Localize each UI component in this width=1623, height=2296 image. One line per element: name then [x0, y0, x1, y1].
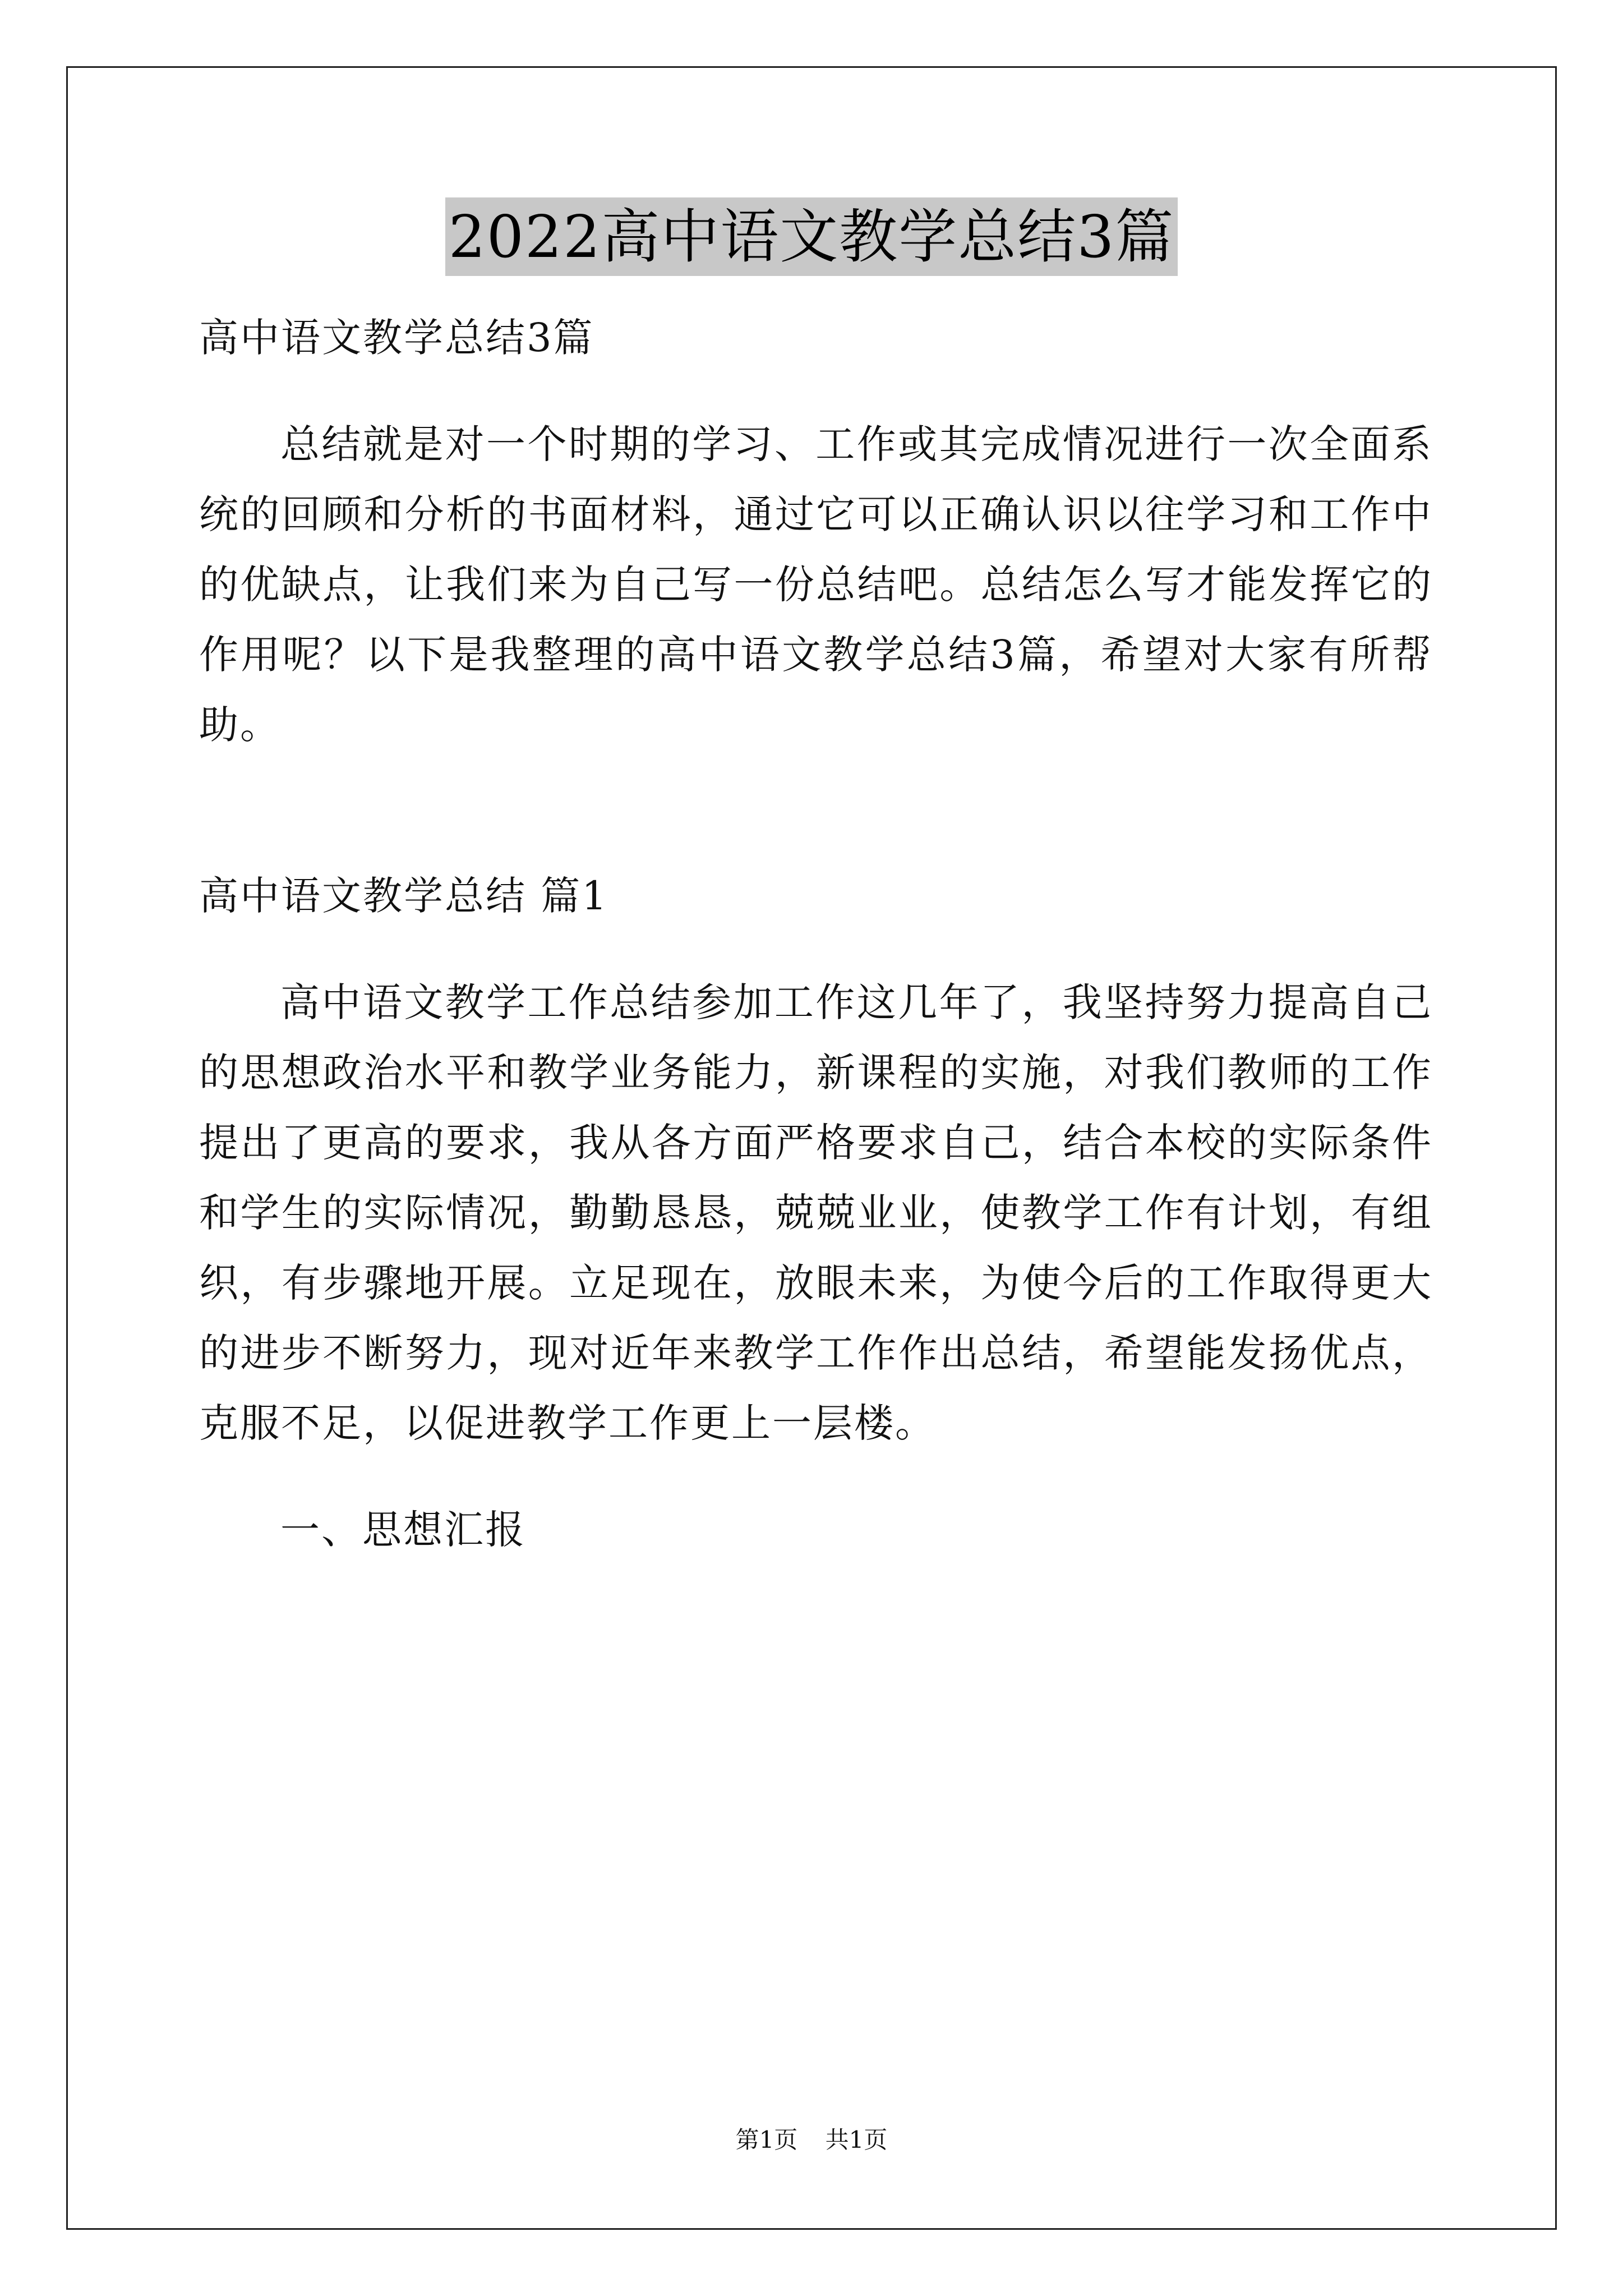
section-line: 提出了更高的要求，我从各方面严格要求自己，结合本校的实际条件: [199, 1120, 1433, 1166]
page-number: 第1页: [735, 2126, 798, 2154]
page-footer: [0, 2123, 1623, 2157]
intro-line: 总结就是对一个时期的学习、工作或其完成情况进行一次全面系: [280, 421, 1433, 467]
section-line: 克服不足，以促进教学工作更上一层楼。: [199, 1400, 936, 1446]
section-heading: 高中语文教学总结 篇1: [199, 873, 608, 919]
intro-paragraph: [199, 409, 1433, 760]
document-subtitle: 高中语文教学总结3篇: [199, 315, 594, 361]
section-line: 的思想政治水平和教学业务能力，新课程的实施，对我们教师的工作: [199, 1050, 1433, 1096]
title-wrap: [0, 197, 1623, 276]
section-line: 织，有步骤地开展。立足现在，放眼未来，为使今后的工作取得更大: [199, 1260, 1433, 1306]
intro-line: 作用呢？以下是我整理的高中语文教学总结3篇，希望对大家有所帮: [199, 632, 1433, 678]
section-line: 和学生的实际情况，勤勤恳恳，兢兢业业，使教学工作有计划，有组: [199, 1190, 1433, 1236]
section-line: 高中语文教学工作总结参加工作这几年了，我坚持努力提高自己: [280, 979, 1433, 1025]
intro-line: 的优缺点，让我们来为自己写一份总结吧。总结怎么写才能发挥它的: [199, 562, 1433, 608]
section-line: 的进步不断努力，现对近年来教学工作作出总结，希望能发扬优点，: [199, 1330, 1433, 1376]
intro-line: 助。: [199, 702, 281, 748]
intro-line: 统的回顾和分析的书面材料，通过它可以正确认识以往学习和工作中: [199, 491, 1433, 537]
document-title: 2022高中语文教学总结3篇: [445, 197, 1178, 276]
section-paragraph: [199, 968, 1433, 1458]
page-total: 共1页: [825, 2126, 888, 2154]
document-body: [199, 303, 1433, 1565]
sub-heading: 一、思想汇报: [280, 1507, 526, 1553]
